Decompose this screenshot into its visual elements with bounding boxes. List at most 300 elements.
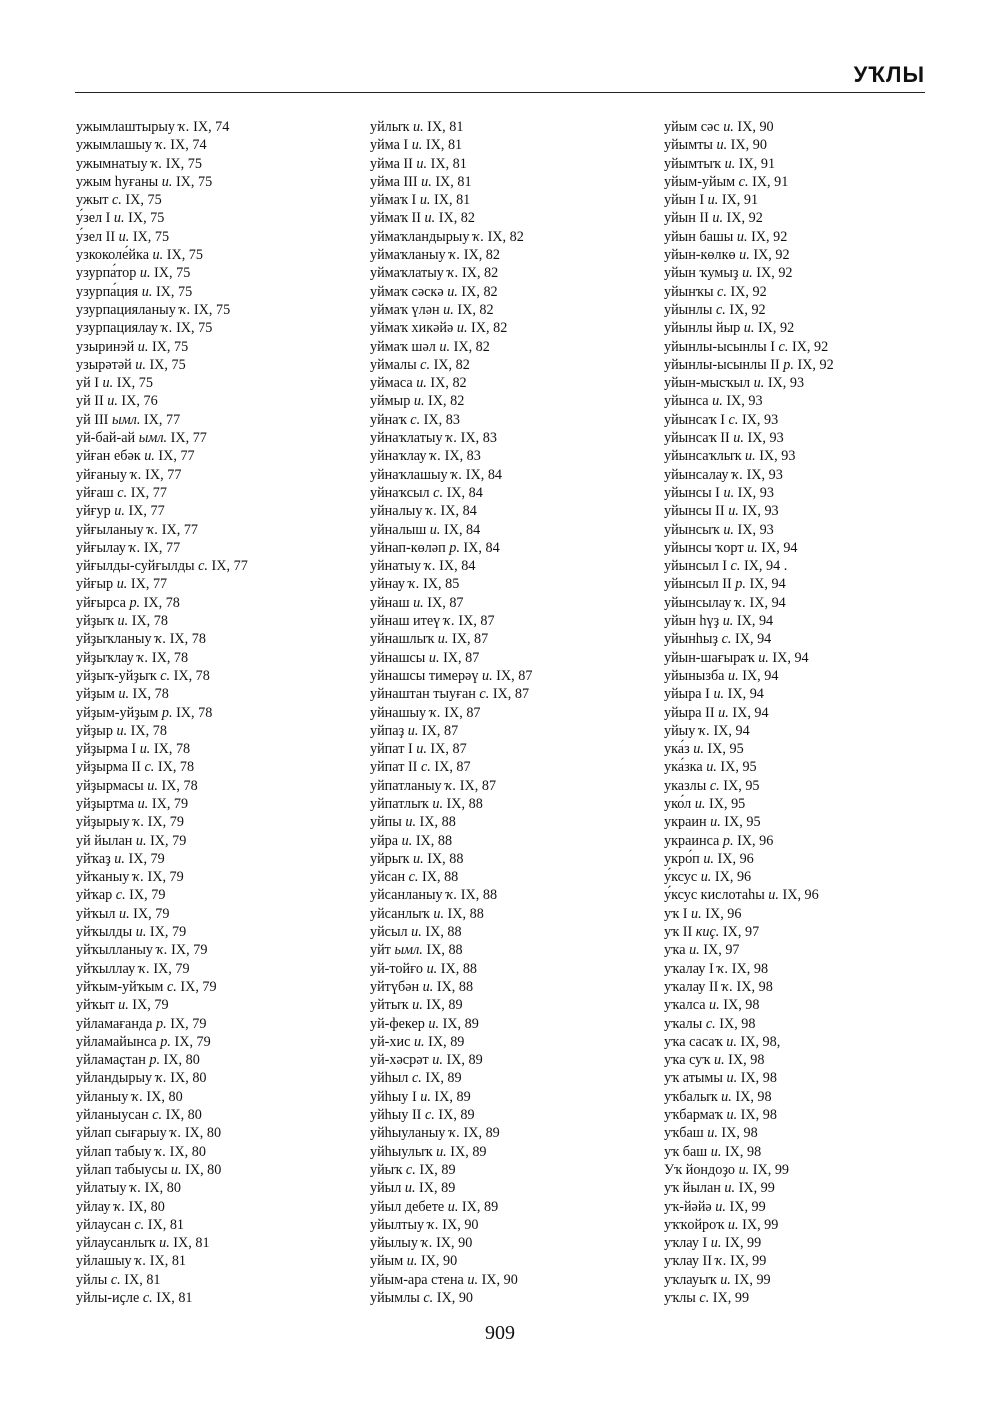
index-entry <box>664 1088 944 1106</box>
entry-word: уйра <box>370 832 399 849</box>
entry-word: уйҡыллау <box>76 960 136 977</box>
entry-pos-mark: с. <box>738 173 749 190</box>
entry-pos-mark: и. <box>170 1161 182 1178</box>
index-entry <box>370 1252 650 1270</box>
entry-reference: IX, 94 <box>713 722 750 739</box>
entry-pos-mark: ҡ. <box>147 521 159 538</box>
entry-reference: IX, 88 <box>425 924 462 941</box>
index-entry <box>76 264 356 282</box>
entry-pos-mark: с. <box>117 484 128 501</box>
index-entry <box>664 301 944 319</box>
entry-word: уйлап табыусы <box>76 1161 168 1178</box>
entry-word: уҡбармаҡ <box>664 1107 723 1124</box>
index-entry <box>76 374 356 392</box>
entry-word: уйнашыу <box>370 704 427 721</box>
entry-pos-mark: с. <box>144 759 155 776</box>
entry-word: уйсан <box>370 869 406 886</box>
entry-pos-mark: и. <box>137 338 149 355</box>
entry-word: уймаҡ шәл <box>370 338 436 355</box>
entry-word: уйҙырма I <box>76 741 137 758</box>
entry-word: уйһыу I <box>370 1088 417 1105</box>
entry-word: уйымтыҡ <box>664 155 722 172</box>
entry-word: уйнаш <box>370 594 410 611</box>
index-entry <box>76 667 356 685</box>
entry-pos-mark: и. <box>416 741 427 758</box>
entry-pos-mark: и. <box>726 1070 738 1087</box>
index-entry <box>664 1271 944 1289</box>
entry-reference: IX, 96 <box>737 832 774 849</box>
index-entry <box>370 1143 650 1161</box>
entry-word: ужым һуғаны <box>76 173 159 190</box>
entry-word: уйын башы <box>664 228 734 245</box>
entry-word: уйҙыҡ <box>76 613 114 630</box>
index-entry <box>76 1015 356 1033</box>
index-entry <box>664 685 944 703</box>
entry-pos-mark: и. <box>712 210 723 227</box>
entry-word: уйлы-иҫле <box>76 1290 140 1306</box>
entry-reference: IX, 95 <box>707 741 744 758</box>
entry-word: уй-фекер <box>370 1015 425 1032</box>
entry-reference: IX, 79 <box>147 869 184 886</box>
index-entry <box>76 740 356 758</box>
entry-pos-mark: ҡ. <box>421 1235 433 1252</box>
entry-reference: IX, 97 <box>703 942 740 959</box>
entry-pos-mark: и. <box>481 667 493 684</box>
index-entry <box>370 978 650 996</box>
index-entry <box>664 832 944 850</box>
entry-reference: IX, 93 <box>767 375 805 392</box>
index-entry <box>370 630 650 648</box>
entry-reference: IX, 87 <box>421 722 459 739</box>
entry-pos-mark: и. <box>691 905 702 922</box>
entry-pos-mark: и. <box>144 448 155 465</box>
index-entry <box>370 704 650 722</box>
entry-reference: IX, 79 <box>150 832 187 849</box>
entry-word: уйнаҡсыл <box>370 484 430 501</box>
entry-reference: IX, 96 <box>717 850 754 867</box>
index-entry <box>664 777 944 795</box>
entry-pos-mark: ҡ. <box>170 1125 182 1142</box>
index-entry <box>76 685 356 703</box>
entry-reference: IX, 87 <box>434 759 471 776</box>
entry-word: уйҡыт <box>76 997 115 1014</box>
entry-word: уйланыусан <box>76 1107 149 1124</box>
entry-pos-mark: с. <box>142 1290 153 1306</box>
entry-word: уҡ атымы <box>664 1070 723 1087</box>
index-entry <box>76 539 356 557</box>
index-entry <box>76 338 356 356</box>
entry-pos-mark: и. <box>113 210 125 227</box>
entry-word: уйылыу <box>370 1235 418 1252</box>
entry-word: уҡ-йәйә <box>664 1198 712 1215</box>
entry-word: уйлаусан <box>76 1216 131 1233</box>
entry-pos-mark: и. <box>147 777 158 794</box>
entry-reference: IX, 94 <box>742 667 779 684</box>
entry-reference: IX, 90 <box>436 1235 473 1252</box>
entry-reference: IX, 75 <box>155 283 193 300</box>
entry-word: уйым-ара стена <box>370 1271 464 1288</box>
entry-pos-mark: и. <box>716 137 728 154</box>
entry-reference: IX, 94 <box>735 631 772 648</box>
entry-pos-mark: с. <box>411 1070 422 1087</box>
entry-pos-mark: ҡ. <box>721 978 733 995</box>
index-entry <box>664 1124 944 1142</box>
entry-word: уйпатлыҡ <box>370 795 429 812</box>
entry-reference: IX, 76 <box>121 393 158 410</box>
index-entry <box>76 649 356 667</box>
entry-pos-mark: и. <box>141 283 153 300</box>
entry-reference: IX, 82 <box>457 301 494 318</box>
entry-pos-mark: с. <box>134 1216 145 1233</box>
entry-pos-mark: ҡ. <box>138 960 150 977</box>
entry-reference: IX, 85 <box>423 576 460 593</box>
entry-pos-mark: ҡ. <box>430 448 442 465</box>
entry-pos-mark: и. <box>428 649 440 666</box>
index-entry <box>370 264 650 282</box>
entry-pos-mark: и. <box>443 301 454 318</box>
entry-reference: IX, 82 <box>461 265 499 282</box>
entry-reference: IX, 96 <box>714 869 752 886</box>
entry-reference: IX, 89 <box>425 1070 462 1087</box>
entry-word: уйҙым-уйҙым <box>76 704 159 721</box>
index-entry <box>370 1179 650 1197</box>
entry-pos-mark: и. <box>726 1033 737 1050</box>
entry-pos-mark: ҡ. <box>131 1088 143 1105</box>
entry-word: укро́п <box>664 850 700 867</box>
entry-pos-mark: и. <box>118 686 129 703</box>
entry-pos-mark: ҡ. <box>698 722 710 739</box>
entry-word: уйҙыҡ-уйҙыҡ <box>76 667 157 684</box>
index-entry <box>76 1051 356 1069</box>
entry-reference: IX, 92 <box>751 228 788 245</box>
entry-word: украин <box>664 814 707 831</box>
entry-word: уҡа суҡ <box>664 1052 711 1069</box>
entry-reference: IX, 99 <box>730 1253 767 1270</box>
entry-reference: IX, 82 <box>471 320 508 337</box>
entry-pos-mark: ҡ. <box>156 942 168 959</box>
entry-word: уйҡыл <box>76 905 116 922</box>
index-entry <box>370 557 650 575</box>
index-entry <box>664 264 944 282</box>
entry-word: уҡ йылан <box>664 1180 721 1197</box>
entry-reference: IX, 92 <box>753 247 790 264</box>
entry-word: уйынлы <box>664 301 713 318</box>
entry-word: уйынса <box>664 393 709 410</box>
entry-reference: IX, 80 <box>163 1052 200 1069</box>
entry-word: узурпацияланыу <box>76 301 176 318</box>
entry-reference: IX, 92 <box>730 283 767 300</box>
entry-reference: IX, 87 <box>430 741 467 758</box>
entry-pos-mark: с. <box>410 411 421 428</box>
entry-reference: IX, 89 <box>450 1143 487 1160</box>
entry-word: уйлап табыу <box>76 1143 152 1160</box>
index-entry <box>664 978 944 996</box>
entry-pos-mark: и. <box>710 814 721 831</box>
entry-reference: IX, 81 <box>156 1290 193 1306</box>
entry-word: уйынсы ҡорт <box>664 539 744 556</box>
index-entry <box>370 996 650 1014</box>
entry-pos-mark: и. <box>118 228 130 245</box>
entry-reference: IX, 78 <box>173 667 210 684</box>
entry-reference: IX, 88 <box>419 814 456 831</box>
entry-word: уйын-көлкө <box>664 247 736 264</box>
entry-word: уйынсы I <box>664 484 720 501</box>
entry-pos-mark: ҡ. <box>408 576 420 593</box>
index-entry <box>76 521 356 539</box>
entry-reference: IX, 80 <box>185 1161 222 1178</box>
index-entry <box>664 1198 944 1216</box>
index-entry <box>370 612 650 630</box>
entry-pos-mark: с. <box>433 484 444 501</box>
entry-reference: IX, 89 <box>463 1125 500 1142</box>
entry-reference: IX, 96 <box>782 887 819 904</box>
index-entry <box>664 191 944 209</box>
index-entry <box>76 557 356 575</box>
entry-pos-mark: ҡ. <box>155 631 167 648</box>
index-entry <box>370 777 650 795</box>
index-entry <box>370 1124 650 1142</box>
entry-word: ужымнатыу <box>76 155 148 172</box>
entry-pos-mark: и. <box>706 759 717 776</box>
index-entry <box>664 228 944 246</box>
index-entry <box>370 960 650 978</box>
entry-pos-mark: и. <box>135 356 146 373</box>
entry-word: уйынсы II <box>664 503 725 520</box>
entry-pos-mark: и. <box>416 375 427 392</box>
entry-pos-mark: и. <box>437 631 449 648</box>
entry-pos-mark: и. <box>739 247 750 264</box>
entry-reference: IX, 95 <box>720 759 757 776</box>
entry-word: уйтыҡ <box>370 997 409 1014</box>
index-entry <box>370 246 650 264</box>
index-entry <box>76 722 356 740</box>
index-entry <box>76 447 356 465</box>
entry-word: узурпа́ция <box>76 283 139 300</box>
entry-word: уйынсыҡ <box>664 521 720 538</box>
entry-reference: IX, 87 <box>496 667 533 684</box>
entry-pos-mark: и. <box>456 320 468 337</box>
index-entry <box>664 813 944 831</box>
entry-pos-mark: и. <box>693 741 704 758</box>
page-number: 909 <box>485 1322 515 1344</box>
entry-pos-mark: и. <box>728 667 739 684</box>
index-entry <box>664 283 944 301</box>
entry-word: уйлыҡ <box>370 119 410 135</box>
entry-reference: IX, 93 <box>726 393 763 410</box>
entry-pos-mark: и. <box>114 850 125 867</box>
index-entry <box>76 173 356 191</box>
entry-word: у́ксус <box>664 869 698 886</box>
index-entry <box>370 685 650 703</box>
index-entry <box>76 1143 356 1161</box>
entry-reference: IX, 93 <box>737 521 774 538</box>
entry-pos-mark: и. <box>118 997 129 1014</box>
entry-reference: IX, 88 <box>436 978 474 995</box>
entry-reference: IX, 88 <box>427 850 464 867</box>
entry-reference: IX, 88 <box>446 795 483 812</box>
index-entry <box>370 392 650 410</box>
index-entry <box>664 118 944 136</box>
entry-word: уй-хәсрәт <box>370 1052 429 1069</box>
entry-reference: IX, 79 <box>128 850 165 867</box>
entry-reference: IX, 77 <box>170 430 207 447</box>
entry-reference: IX, 81 <box>430 155 467 172</box>
index-entry <box>76 1106 356 1124</box>
index-entry <box>370 594 650 612</box>
entry-word: уйын-мысҡыл <box>664 375 751 392</box>
entry-word: уй I <box>76 375 99 392</box>
entry-word: уҡа <box>664 942 686 959</box>
entry-word: уйҙырмасы <box>76 777 144 794</box>
entry-pos-mark: с. <box>479 686 490 703</box>
entry-reference: IX, 78 <box>131 613 168 630</box>
entry-pos-mark: и. <box>406 1253 418 1270</box>
entry-word: ука́зка <box>664 759 703 776</box>
entry-reference: IX, 93 <box>742 503 779 520</box>
index-entry <box>76 1252 356 1270</box>
entry-word: уймаҡ II <box>370 210 421 227</box>
entry-reference: IX, 78 <box>157 759 195 776</box>
index-entry <box>664 429 944 447</box>
entry-reference: IX, 75 <box>193 301 231 318</box>
entry-pos-mark: ымл. <box>138 430 168 447</box>
entry-word: уймаҡлатыу <box>370 265 444 282</box>
index-column-3 <box>664 118 944 1307</box>
entry-reference: IX, 98 <box>731 960 769 977</box>
entry-word: уйҡым-уйҡым <box>76 978 164 995</box>
index-entry <box>370 941 650 959</box>
index-entry <box>664 155 944 173</box>
entry-reference: IX, 95 <box>724 814 761 831</box>
entry-pos-mark: и. <box>116 576 128 593</box>
entry-pos-mark: и. <box>107 393 118 410</box>
entry-reference: IX, 99 <box>729 1198 766 1215</box>
entry-pos-mark: ҡ. <box>429 704 441 721</box>
entry-word: уҡбалыҡ <box>664 1088 718 1105</box>
index-entry <box>664 923 944 941</box>
index-entry <box>76 978 356 996</box>
entry-pos-mark: ҡ. <box>717 960 729 977</box>
entry-reference: IX, 77 <box>161 521 199 538</box>
entry-pos-mark: и. <box>747 539 758 556</box>
entry-reference: IX, 79 <box>133 905 170 922</box>
entry-reference: IX, 94 <box>732 704 769 721</box>
entry-reference: IX, 99 <box>734 1271 771 1288</box>
entry-word: уй йылан <box>76 832 133 849</box>
entry-reference: IX, 98 <box>721 1125 758 1142</box>
entry-pos-mark: и. <box>738 1161 750 1178</box>
entry-pos-mark: ҡ. <box>155 137 167 154</box>
entry-pos-mark: и. <box>727 1216 739 1233</box>
entry-word: уҡалау II <box>664 978 719 995</box>
index-entry <box>370 575 650 593</box>
index-entry <box>76 1179 356 1197</box>
index-entry <box>664 1289 944 1307</box>
entry-pos-mark: и. <box>428 1015 440 1032</box>
entry-word: уйҡылды <box>76 924 133 941</box>
index-entry <box>664 1106 944 1124</box>
entry-pos-mark: р. <box>160 1033 171 1050</box>
index-entry <box>76 118 356 136</box>
entry-word: уйҙыҡлау <box>76 649 134 666</box>
entry-pos-mark: и. <box>421 173 432 190</box>
entry-word: уҡалса <box>664 997 706 1014</box>
entry-word: узурпа́тор <box>76 265 137 282</box>
index-entry <box>76 832 356 850</box>
index-entry <box>370 374 650 392</box>
index-entry <box>76 612 356 630</box>
entry-reference: IX, 84 <box>446 484 483 501</box>
index-entry <box>664 704 944 722</box>
entry-reference: IX, 77 <box>130 576 168 593</box>
entry-pos-mark: с. <box>420 356 431 373</box>
entry-reference: IX, 84 <box>463 539 500 556</box>
entry-pos-mark: и. <box>117 613 129 630</box>
entry-word: уйнаҡлашыу <box>370 466 448 483</box>
entry-pos-mark: ҡ. <box>424 558 436 575</box>
entry-reference: IX, 75 <box>175 173 213 190</box>
entry-reference: IX, 94 . <box>743 558 788 575</box>
entry-reference: IX, 80 <box>169 1143 206 1160</box>
index-entry <box>664 447 944 465</box>
entry-word: уйыра I <box>664 686 710 703</box>
index-entry <box>664 630 944 648</box>
index-entry <box>370 722 650 740</box>
entry-pos-mark: с. <box>423 1290 434 1306</box>
entry-reference: IX, 79 <box>153 960 190 977</box>
entry-word: уйһыу II <box>370 1107 422 1124</box>
entry-word: узурпациялау <box>76 320 158 337</box>
entry-pos-mark: р. <box>161 704 173 721</box>
entry-reference: IX, 78 <box>161 777 198 794</box>
index-entry <box>664 1033 944 1051</box>
entry-reference: IX, 87 <box>492 686 530 703</box>
entry-word: уйланыу <box>76 1088 129 1105</box>
index-entry <box>664 246 944 264</box>
index-entry <box>76 1161 356 1179</box>
entry-word: Уҡ йондоҙо <box>664 1161 736 1178</box>
index-entry <box>664 740 944 758</box>
entry-reference: IX, 79 <box>151 795 189 812</box>
entry-word: уймаҡланыу <box>370 247 446 264</box>
index-entry <box>76 941 356 959</box>
entry-word: уйсанлыҡ <box>370 905 430 922</box>
entry-pos-mark: и. <box>728 503 739 520</box>
index-entry <box>370 502 650 520</box>
entry-reference: IX, 82 <box>428 393 465 410</box>
entry-word: уйҙыртма <box>76 795 135 812</box>
entry-reference: IX, 88 <box>460 887 498 904</box>
entry-pos-mark: и. <box>703 850 714 867</box>
entry-reference: IX, 90 <box>436 1290 474 1306</box>
entry-reference: IX, 95 <box>709 795 746 812</box>
entry-word: уйҙыр <box>76 722 113 739</box>
entry-word: уй-тойғо <box>370 960 424 977</box>
entry-reference: IX, 78 <box>130 722 167 739</box>
entry-pos-mark: ҡ. <box>137 649 149 666</box>
entry-word: уйлап сығарыу <box>76 1125 167 1142</box>
entry-word: уйналыу <box>370 503 423 520</box>
entry-word: уҡлауыҡ <box>664 1271 717 1288</box>
entry-word: уйынлы-ысынлы II <box>664 356 780 373</box>
entry-word: уйма II <box>370 155 413 172</box>
entry-reference: IX, 87 <box>459 777 497 794</box>
index-entry <box>370 886 650 904</box>
entry-pos-mark: и. <box>707 192 719 209</box>
entry-word: уйма III <box>370 173 418 190</box>
index-entry <box>370 1161 650 1179</box>
entry-pos-mark: ҡ. <box>734 594 746 611</box>
